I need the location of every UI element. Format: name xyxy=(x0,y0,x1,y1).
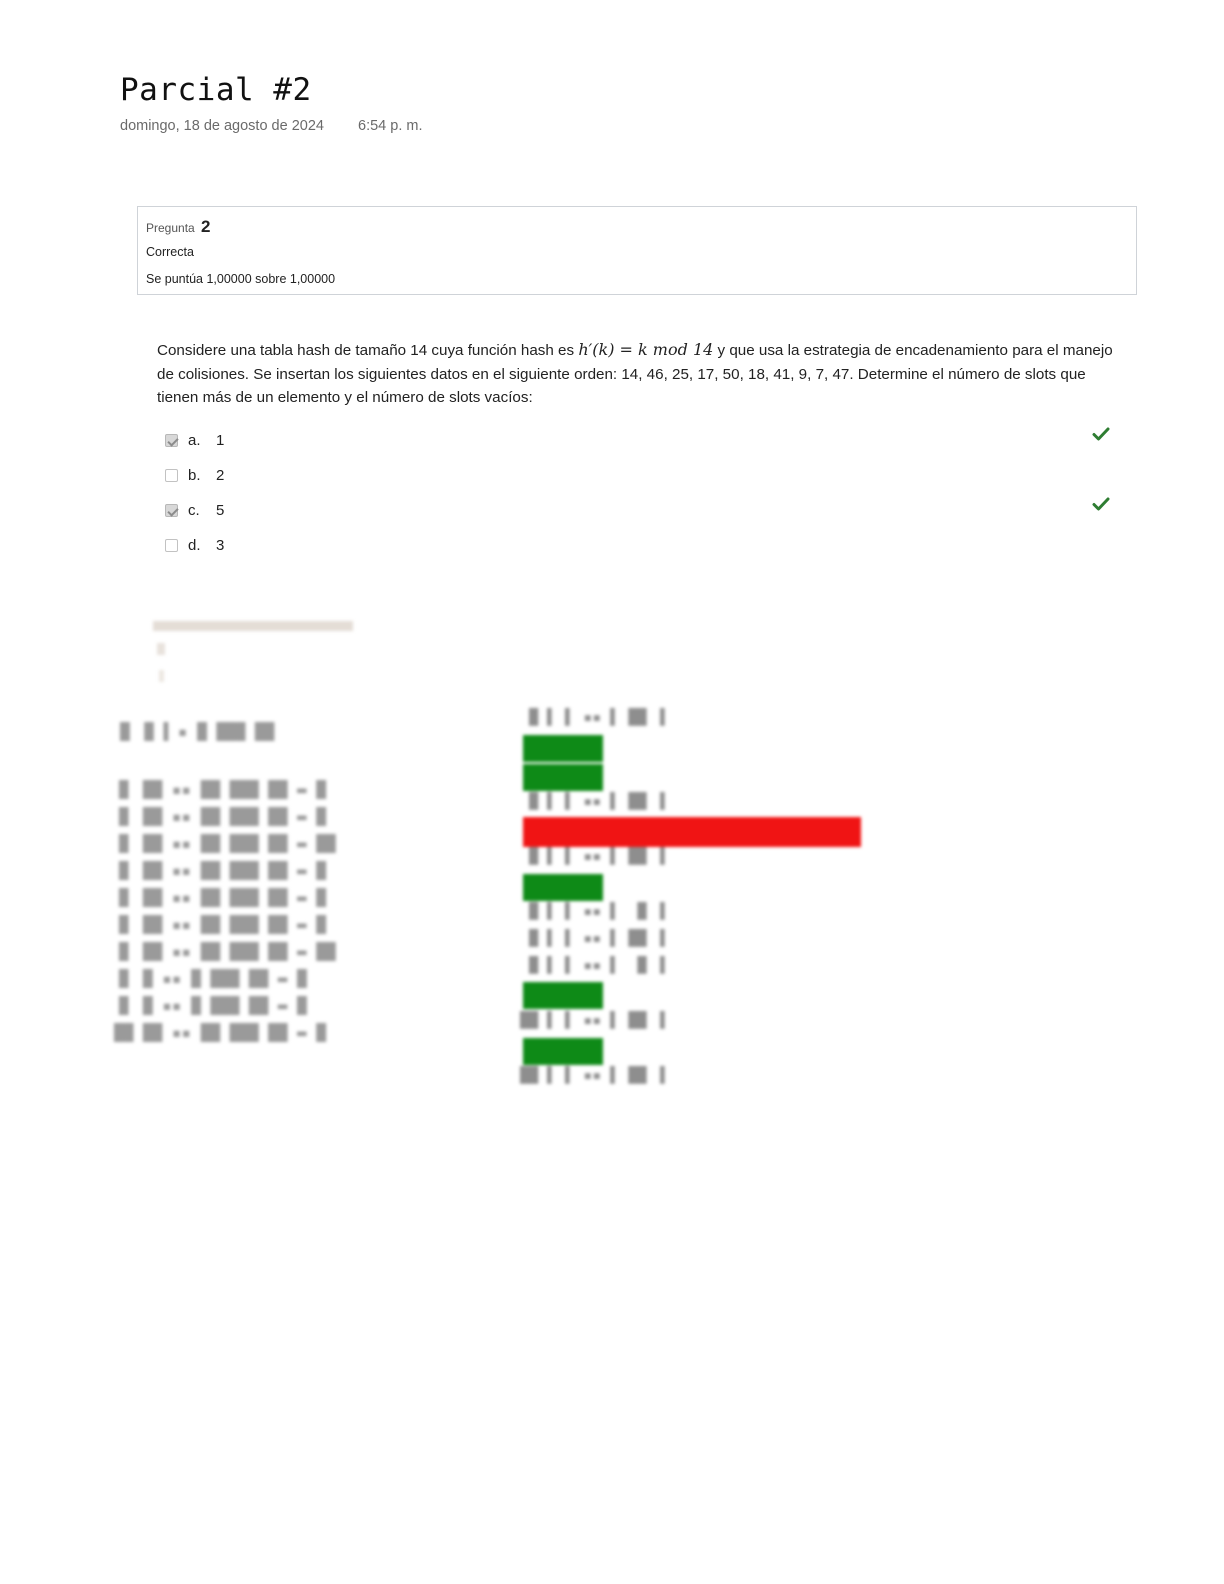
option-c-checkbox[interactable] xyxy=(165,504,178,517)
question-info-box xyxy=(137,206,1137,295)
option-d-checkbox[interactable] xyxy=(165,539,178,552)
option-c-value: 5 xyxy=(216,502,225,519)
option-c-letter: c. xyxy=(188,502,200,519)
option-b[interactable] xyxy=(165,467,1125,487)
question-grade: Se puntúa 1,00000 sobre 1,00000 xyxy=(146,272,336,286)
correct-check-icon xyxy=(1092,426,1110,446)
option-a-letter: a. xyxy=(188,432,201,449)
illegible-hash-table: █ ▌ ▌ ▪▪ ▌ ██ ▐ █ ▌ ▌ ▪▪ ▌ ██ ▐ █ ▌ ▌ ▪▪ ▌ ██ ▐ █ ▌ ▌ ▪▪ ▌ █ ▐ █ ▌ ▌ ▪▪ ▌ ██ ▐ █ ▌ ▌ ▪▪ ▌ █ ▐ ██ ▌ ▌ ▪▪ ▌ ██ ▐ ██ ▌ ▌ ▪▪ ▌ ██ ▐ xyxy=(520,708,880,1093)
question-label-text: Pregunta xyxy=(146,221,195,235)
option-d-letter: d. xyxy=(188,537,201,554)
question-text-after: y que usa la estrategia de encadenamiento para el manejo de colisiones. Se insertan los siguientes datos en el siguiente orden: 14, 46, 25, 17, 50, 18, 41, 9, 7, 47. Determine el número de slots que tienen más de un elemento y el número de slots vacíos: xyxy=(157,342,1113,406)
correct-check-icon xyxy=(1092,496,1110,516)
question-state: Correcta xyxy=(146,245,194,259)
option-b-checkbox[interactable] xyxy=(165,469,178,482)
illegible-hash-calculations: █ ▐▌▐ ▪ █ ███ ██ ▐▌ ██ ▪▪ ██ ███ ██ ▬ █ ▐▌ ██ ▪▪ ██ ███ ██ ▬ █ ▐▌ ██ ▪▪ ██ ███ ██ ▬ ██ ▐▌ ██ ▪▪ ██ ███ ██ ▬ █ ▐▌ ██ ▪▪ ██ ███ ██ ▬ █ ▐▌ ██ ▪▪ ██ ███ ██ ▬ █ ▐▌ ██ ▪▪ ██ ███ ██ ▬ ██ ▐▌ █ ▪▪ █ ███ ██ ▬ █ ▐▌ █ ▪▪ █ ███ ██ ▬ █ ██ ██ ▪▪ ██ ███ ██ ▬ █ xyxy=(114,722,336,1042)
option-d[interactable] xyxy=(165,537,1125,557)
page-time: 6:54 p. m. xyxy=(358,118,423,134)
question-text-before: Considere una tabla hash de tamaño 14 cuya función hash es xyxy=(157,342,579,359)
option-a-value: 1 xyxy=(216,432,225,449)
option-a[interactable] xyxy=(165,432,1125,452)
page-date: domingo, 18 de agosto de 2024 xyxy=(120,118,324,134)
illegible-note xyxy=(150,618,360,690)
option-b-value: 2 xyxy=(216,467,225,484)
option-a-checkbox[interactable] xyxy=(165,434,178,447)
page-meta xyxy=(120,118,423,134)
hash-formula: h′(k) = k mod 14 xyxy=(578,340,714,359)
question-label xyxy=(146,217,211,237)
option-c[interactable] xyxy=(165,502,1125,522)
option-b-letter: b. xyxy=(188,467,201,484)
question-text xyxy=(157,338,1122,410)
question-number: 2 xyxy=(201,217,211,236)
page-title: Parcial #2 xyxy=(120,72,312,108)
option-d-value: 3 xyxy=(216,537,225,554)
